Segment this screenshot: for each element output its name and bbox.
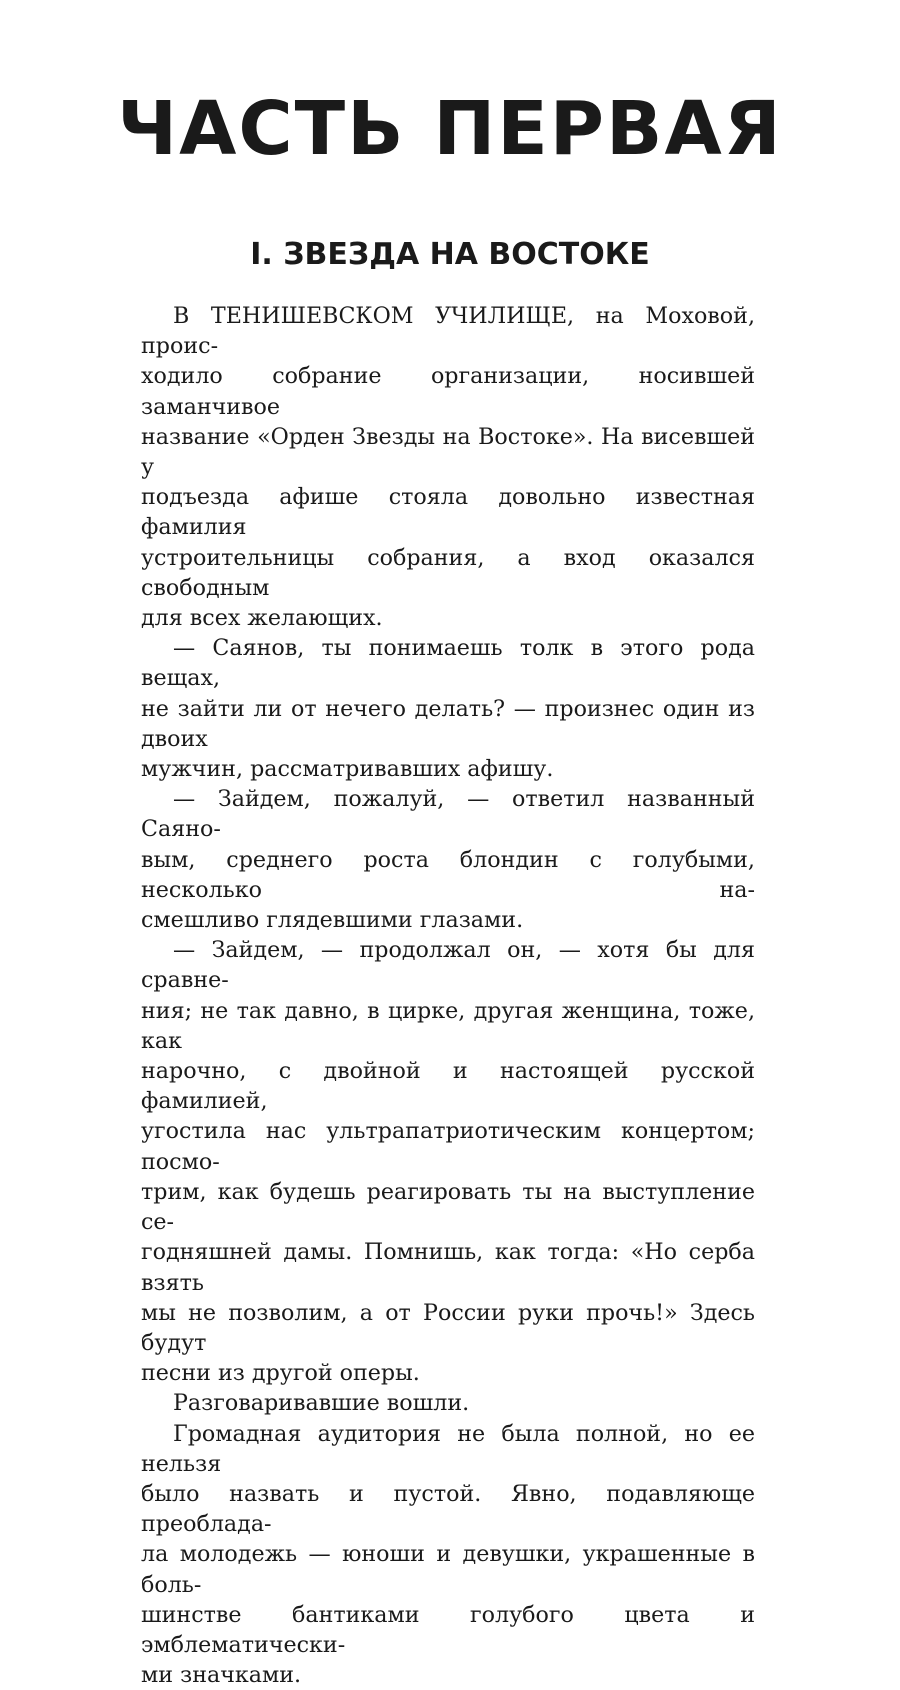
paragraph-line: ходило собрание организации, носившей заманчивое — [141, 363, 755, 420]
paragraph-line: смешливо глядевшими глазами. — [141, 907, 524, 934]
paragraph-line: нарочно, с двойной и настоящей русской фамилией, — [141, 1058, 755, 1115]
paragraph-line: мы не позволим, а от России руки прочь!» Здесь будут — [141, 1299, 755, 1356]
paragraph-first-line: — Зайдем, — продолжал он, — хотя бы для сравне- — [141, 937, 755, 994]
paragraph-line: трим, как будешь реагировать ты на выступление се- — [141, 1178, 755, 1236]
paragraph-line: ния; не так давно, в цирке, другая женщина, тоже, как — [141, 997, 755, 1054]
paragraph-line: для всех желающих. — [141, 605, 383, 632]
paragraph-first-line: — Саянов, ты понимаешь толк в этого рода вещах, — [141, 635, 755, 692]
paragraph-line: было назвать и пустой. Явно, подавляюще преоблада- — [141, 1480, 755, 1538]
paragraph-line: песни из другой оперы. — [141, 1360, 420, 1387]
chapter-title: I. ЗВЕЗДА НА ВОСТОКЕ — [250, 237, 650, 272]
paragraph-first-line: — Зайдем, пожалуй, — ответил названный Саяно- — [141, 786, 755, 843]
paragraph-line: ми значками. — [141, 1662, 302, 1689]
paragraph-line: не зайти ли от нечего делать? — произнес один из двоих — [141, 695, 755, 752]
paragraph-line: устроительницы собрания, а вход оказался свободным — [141, 544, 755, 601]
paragraph-first-line: В ТЕНИШЕВСКОМ УЧИЛИЩЕ, на Моховой, проис- — [141, 303, 755, 360]
paragraph-line: ла молодежь — юноши и девушки, украшенные в боль- — [141, 1541, 755, 1598]
paragraph-line: шинстве бантиками голубого цвета и эмблематически- — [141, 1601, 755, 1658]
part-title: ЧАСТЬ ПЕРВАЯ — [117, 86, 783, 172]
paragraph-first-line: Разговаривавшие вошли. — [173, 1390, 470, 1417]
paragraph-first-line: Громадная аудитория не была полной, но ее нельзя — [141, 1420, 755, 1477]
paragraph-line: подъезда афише стояла довольно известная фамилия — [141, 484, 755, 541]
paragraph-line: годняшней дамы. Помнишь, как тогда: «Но серба взять — [141, 1239, 755, 1296]
paragraph-line: вым, среднего роста блондин с голубыми, несколько на- — [141, 846, 755, 903]
body-text — [141, 301, 755, 1690]
paragraph-line: угостила нас ультрапатриотическим концертом; посмо- — [141, 1118, 755, 1175]
paragraph-line: название «Орден Звезды на Востоке». На висевшей у — [141, 423, 755, 481]
paragraph-line: мужчин, рассматривавших афишу. — [141, 756, 554, 783]
